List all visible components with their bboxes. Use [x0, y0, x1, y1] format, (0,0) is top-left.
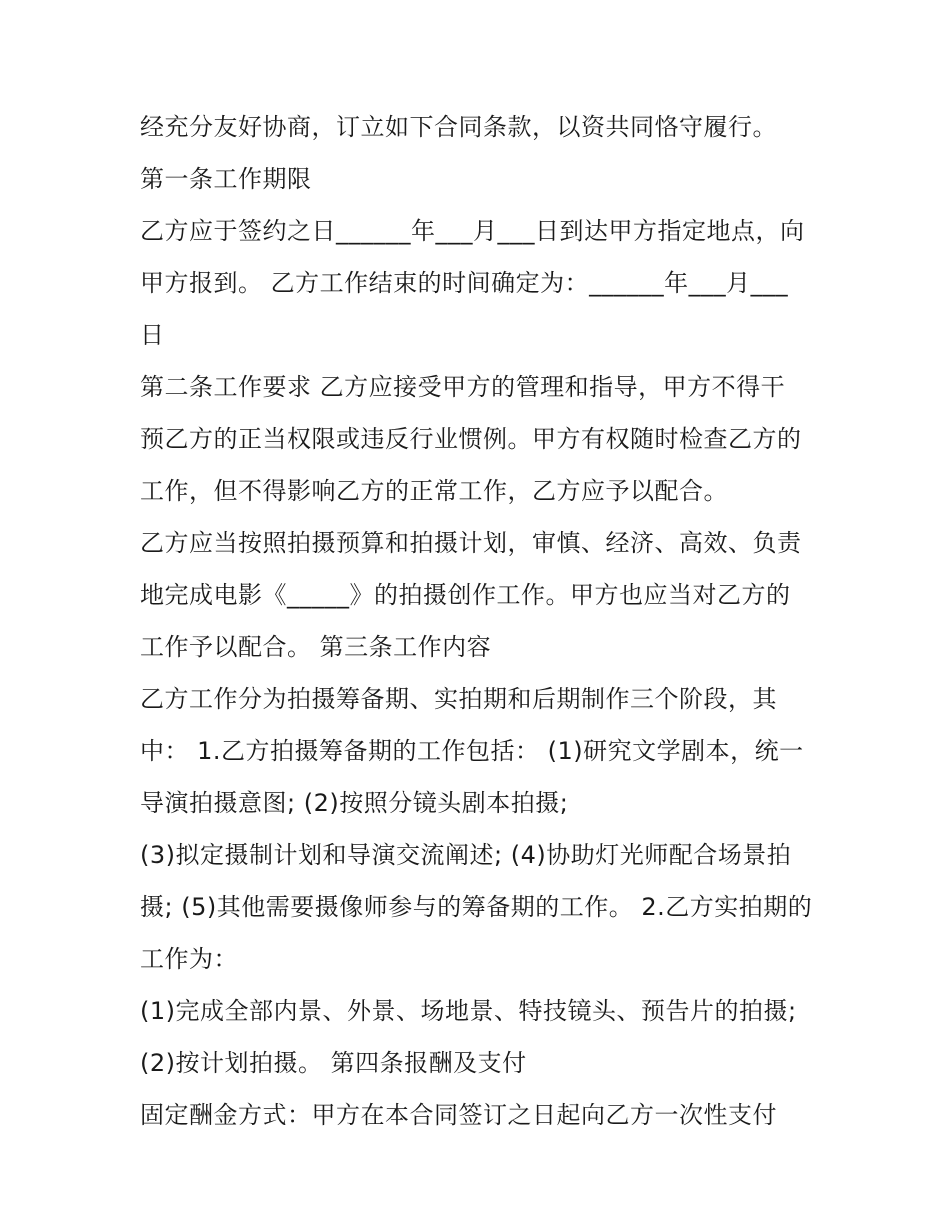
text-line: 固定酬金方式：甲方在本合同签订之日起向乙方一次性支付 — [140, 1101, 777, 1129]
section-heading-1: 第一条工作期限 — [140, 165, 312, 193]
text-line: 摄; (5)其他需要摄像师参与的筹备期的工作。 2.乙方实拍期的 — [140, 893, 813, 921]
text-line: 工作予以配合。 第三条工作内容 — [140, 633, 492, 661]
document-body — [140, 101, 830, 1141]
text-line: (1)完成全部内景、外景、场地景、特技镜头、预告片的拍摄; — [140, 997, 797, 1025]
text-line: 乙方应当按照拍摄预算和拍摄计划，审慎、经济、高效、负责 — [140, 529, 802, 557]
text-line: 乙方应于签约之日______年___月___日到达甲方指定地点，向 — [140, 217, 805, 245]
text-line: 第二条工作要求 乙方应接受甲方的管理和指导，甲方不得干 — [140, 373, 786, 401]
text-line: 地完成电影《_____》的拍摄创作工作。甲方也应当对乙方的 — [140, 581, 791, 609]
text-line: 导演拍摄意图; (2)按照分镜头剧本拍摄; — [140, 789, 569, 817]
text-line: 经充分友好协商，订立如下合同条款，以资共同恪守履行。 — [140, 113, 777, 141]
text-line: 工作为： — [140, 945, 238, 973]
text-line: (3)拟定摄制计划和导演交流阐述; (4)协助灯光师配合场景拍 — [140, 841, 792, 869]
text-line: 甲方报到。 乙方工作结束的时间确定为：______年___月___ — [140, 269, 789, 297]
text-line: 乙方工作分为拍摄筹备期、实拍期和后期制作三个阶段，其 — [140, 685, 777, 713]
text-line: 预乙方的正当权限或违反行业惯例。甲方有权随时检查乙方的 — [140, 425, 802, 453]
text-line: 日 — [140, 321, 165, 349]
text-line: 中： 1.乙方拍摄筹备期的工作包括： (1)研究文学剧本，统一 — [140, 737, 804, 765]
text-line: 工作，但不得影响乙方的正常工作，乙方应予以配合。 — [140, 477, 728, 505]
text-line: (2)按计划拍摄。 第四条报酬及支付 — [140, 1049, 527, 1077]
